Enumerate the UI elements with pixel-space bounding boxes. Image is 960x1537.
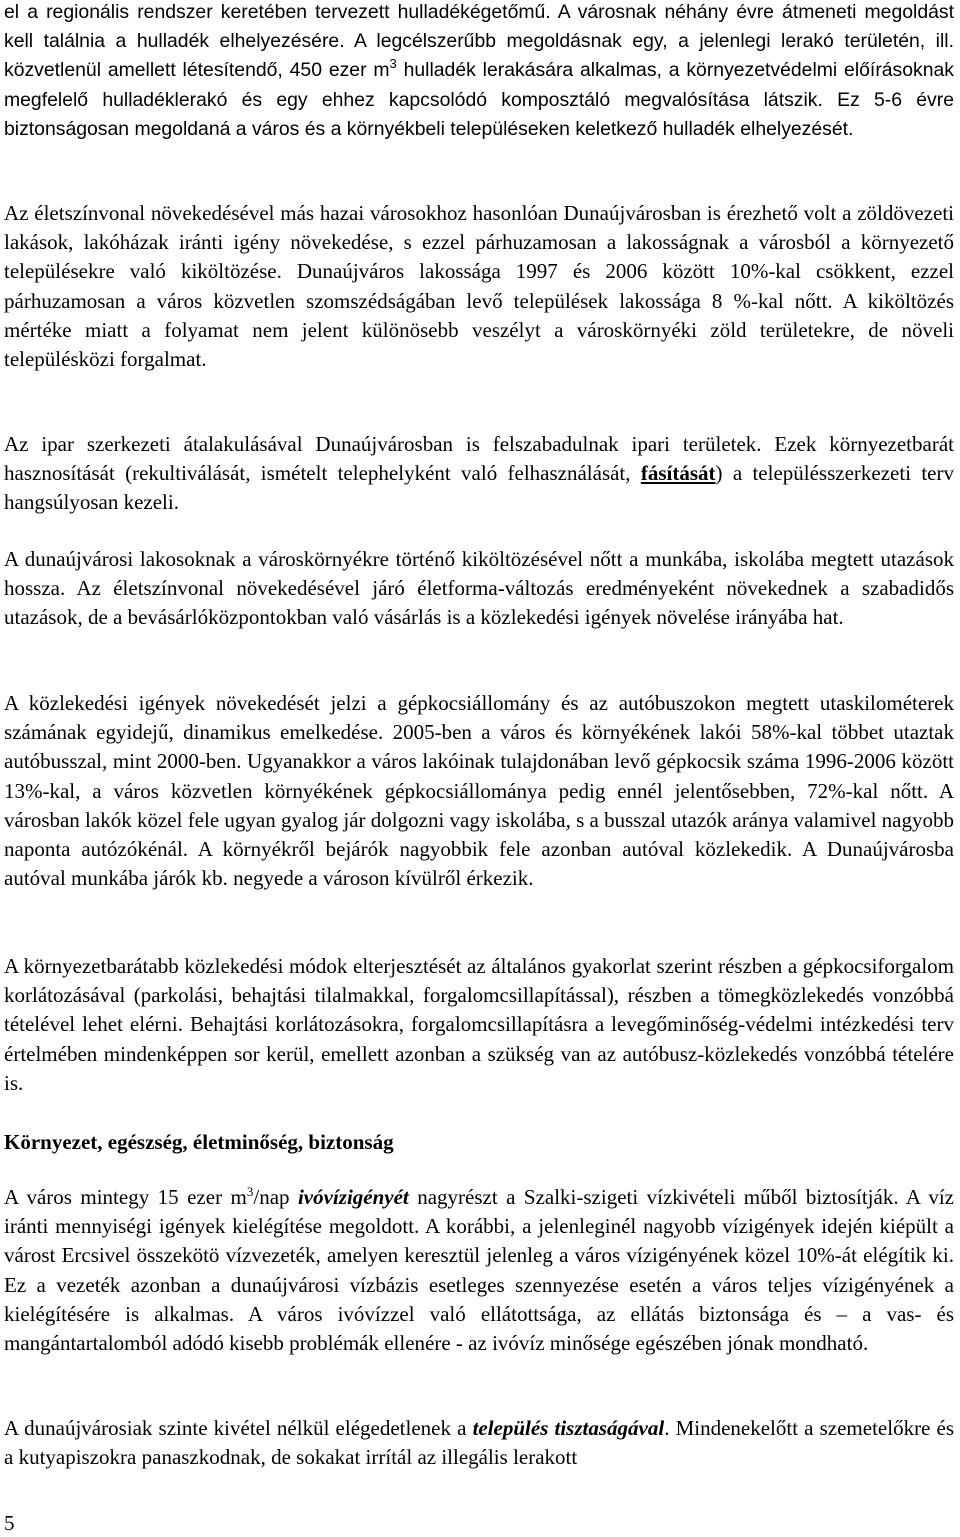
paragraph-industrial-areas-text-b: ) a településszerkezeti terv hangsúlyosan kezeli. [4, 461, 954, 515]
afforestation-emphasis: fásítását [640, 461, 716, 486]
paragraph-waste-disposal [4, 0, 954, 144]
paragraph-living-standards: Az életszínvonal növekedésével más hazai városokhoz hasonlóan Dunaújvárosban is érezhető volt a zöldövezeti lakások, lakóházak iránti igény növekedése, s ezzel párhuzamosan a lakosságnak a városból a környezető településekre való kiköltözése. Dunaújváros lakossága 1997 és 2006 között 10%-kal csökkent, ezzel párhuzamosan a város közvetlen szomszédságában levő települések lakossága 8 %-kal nőtt. A kiköltözés mértéke miatt a folyamat nem jelent különösebb veszélyt a városkörnyéki zöld területekre, de növeli településközi forgalmat. [4, 201, 954, 372]
paragraph-cleanliness-text-b: . Mindenekelőtt a szemetelőkre és a kutyapiszokra panaszkodnak, de sokakat irrítál az illegális lerakott [4, 1416, 955, 1470]
paragraph-water-supply [4, 1183, 954, 1358]
superscript-cubic-water: 3 [246, 1184, 254, 1200]
paragraph-transport-demand: A közlekedési igények növekedését jelzi a gépkocsiállomány és az autóbuszokon megtett utaskilométerek számának egyidejű, dinamikus emelkedése. 2005-ben a város és környékének lakói 58%-kal többet utaztak autóbusszal, mint 2000-ben. Ugyanakkor a város lakóinak tulajdonában levő gépkocsik száma 1996-2006 között 13%-kal, a város közvetlen környékének gépkocsiállománya pedig ennél jelentősebben, 72%-kal nőtt. A városban lakók közel fele ugyan gyalog jár dolgozni vagy iskolába, s a busszal utazók aránya valamivel nagyobb naponta autózókénál. A környékről bejárók nagyobbik fele azonban autóval közlekedik. A Dunaújvárosba autóval munkába járók kb. negyede a városon kívülről érkezik. [4, 691, 954, 891]
paragraph-water-supply-text-c: nagyrészt a Szalki-szigeti vízkivételi műből biztosítják. A víz iránti mennyiségi igények kielégítése megoldott. A korábbi, a jelenleginél nagyobb vízigények idején kiépült a várost Ercsivel összekötö vízvezeték, amelyen keresztül jelenleg a város vízigényének közel 10%-át elégítik ki. Ez a vezeték azonban a dunaújvárosi vízbázis esetleges szennyezése esetén a város teljes vízigényének a kielégítésére is alkalmas. A város ivóvízzel való ellátottsága, az ellátás biztonsága és – a vas- és mangántartalomból adódó kisebb problémák ellenére - az ivóvíz minősége egészében jónak mondható. [4, 1185, 954, 1356]
paragraph-industrial-areas [4, 430, 954, 518]
superscript-cubic: 3 [389, 56, 397, 72]
paragraph-industrial-areas-text-a: Az ipar szerkezeti átalakulásával Dunaújvárosban is felszabadulnak ipari területek. Ezek környezetbarát hasznosítását (rekultiválását, ismételt telephelyként való felhasználását, [4, 432, 954, 486]
cleanliness-emphasis: település tisztaságával [472, 1416, 665, 1440]
paragraph-waste-disposal-text-b: hulladék lerakására alkalmas, a környezetvédelmi előírásoknak megfelelő hulladéklerakó és egy ehhez kapcsolódó komposztáló megvalósítása látszik. Ez 5-6 évre biztonságosan megoldaná a város és a környékbeli településeken keletkező hulladék elhelyezését. [4, 59, 954, 140]
section-heading: Környezet, egészség, életminőség, biztonság [4, 1130, 394, 1154]
page-number: 5 [4, 1511, 15, 1535]
paragraph-cleanliness [4, 1414, 954, 1472]
paragraph-commuting: A dunaújvárosi lakosoknak a városkörnyékre történő kiköltözésével nőtt a munkába, iskolába megtett utazások hossza. Az életszínvonal növekedésével járó életforma-változás eredményeként növekednek a szabadidős utazások, de a bevásárlóközpontokban való vásárlás is a közlekedési igények növelése irányába hat. [4, 547, 954, 630]
water-demand-emphasis: ivóvízigényét [297, 1185, 409, 1209]
paragraph-waste-disposal-text-a: el a regionális rendszer keretében tervezett hulladékégetőmű. A városnak néhány évre átmeneti megoldást kell találnia a hulladék elhelyezésére. A legcélszerűbb megoldásnak egy, a jelenlegi lerakó területén, ill. közvetlenül amellett létesítendő, 450 ezer m [4, 1, 954, 82]
paragraph-water-supply-text-a: A város mintegy 15 ezer m [4, 1185, 247, 1209]
paragraph-cleanliness-text-a: A dunaújvárosiak szinte kivétel nélkül elégedetlenek a [4, 1416, 473, 1440]
paragraph-eco-transport: A környezetbarátabb közlekedési módok elterjesztését az általános gyakorlat szerint részben a gépkocsiforgalom korlátozásával (parkolási, behajtási tilalmakkal, forgalomcsillapítással), részben a tömegközlekedés vonzóbbá tételével lehet elérni. Behajtási korlátozásokra, forgalomcsillapításra a levegőminőség-védelmi intézkedési terv értelmében mindenképpen sor kerül, emellett azonban a szükség van az autóbusz-közlekedés vonzóbbá tételére is. [4, 954, 954, 1095]
paragraph-water-supply-text-b: /nap [253, 1185, 298, 1209]
